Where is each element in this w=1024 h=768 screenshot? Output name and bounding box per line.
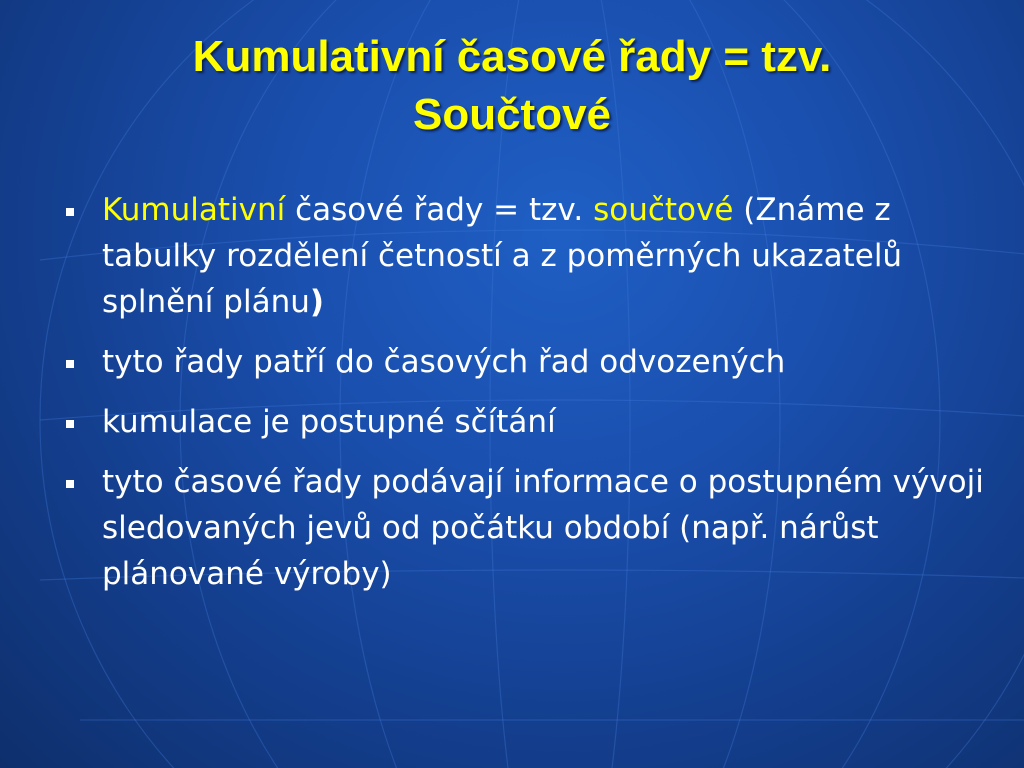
bullet-text: tyto časové řady podávají informace o postupném vývoji sledovaných jevů od počátku období (např. nárůst plánované výroby) <box>102 464 984 592</box>
bullet-text: tyto řady patří do časových řad odvozených <box>102 344 786 380</box>
bullet-item <box>60 399 1000 445</box>
term-kumulativni: Kumulativní <box>102 192 286 228</box>
square-bullet-icon <box>66 208 74 216</box>
slide-title <box>40 28 984 144</box>
bullet-text: kumulace je postupné sčítání <box>102 404 556 440</box>
bullet-item <box>60 187 1000 325</box>
bullet-text: (Známe z tabulky rozdělení četností a z poměrných ukazatelů splnění plánu <box>102 192 903 320</box>
slide-title-line2: Součtové <box>412 90 612 139</box>
term-souctove: součtové <box>593 192 734 228</box>
bullet-list <box>60 187 1000 611</box>
slide-title-line1: Kumulativní časové řady = tzv. <box>192 32 832 81</box>
square-bullet-icon <box>66 480 74 488</box>
square-bullet-icon <box>66 420 74 428</box>
bullet-item <box>60 339 1000 385</box>
bullet-text: časové řady = tzv. <box>285 192 594 228</box>
bullet-item <box>60 459 1000 597</box>
square-bullet-icon <box>66 360 74 368</box>
closing-paren: ) <box>309 284 325 320</box>
